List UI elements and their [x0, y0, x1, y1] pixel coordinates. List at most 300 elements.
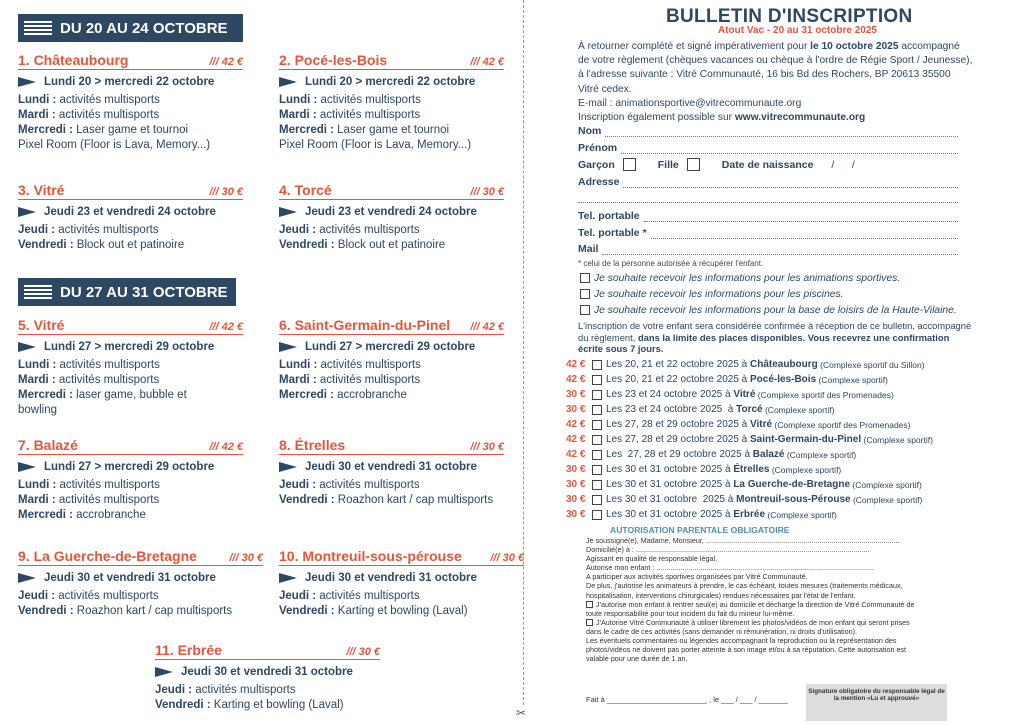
auth-line: A participer aux activités sportives organisées par Vitré Communauté.	[586, 572, 808, 582]
program-line	[18, 589, 258, 604]
day-activity: accrobranche	[72, 509, 146, 521]
row-place: Saint-Germain-du-Pinel	[750, 434, 862, 445]
day-label: Vendredi :	[155, 699, 211, 711]
session-row[interactable]	[566, 434, 933, 445]
day-label: Mardi :	[279, 374, 317, 386]
day-activity: activités multisports	[55, 590, 159, 602]
session-row[interactable]	[566, 479, 922, 490]
scissors-icon: ✂	[516, 706, 527, 720]
auth-line-text: J'Autorise Vitré Communauté à utiliser librement les photos/vidéos de mon enfant qui seront prises dans le cadre de ces activités (sans demander ni rémunération, ni droits d'utilisation).	[586, 617, 910, 636]
row-text: Les 27, 28 et 29 octobre 2025 à	[606, 434, 750, 445]
session-row[interactable]	[566, 509, 837, 520]
row-detail: (Complexe sportif)	[762, 404, 835, 415]
form-subtitle: Atout Vac - 20 au 31 octobre 2025	[718, 25, 877, 36]
program-line	[155, 698, 395, 713]
day-activity: activités multisports	[55, 374, 160, 386]
program-line	[18, 108, 258, 123]
arrow-icon	[18, 77, 36, 87]
nom-field[interactable]	[578, 125, 958, 137]
tel1-label: Tel. portable	[578, 210, 640, 222]
activity-dates	[279, 341, 519, 353]
adresse-field[interactable]	[578, 176, 958, 188]
tel1-field[interactable]	[578, 210, 958, 222]
day-label: Jeudi :	[279, 224, 317, 236]
row-price: 42 €	[566, 359, 586, 370]
arrow-icon	[18, 207, 36, 217]
day-label: Mercredi :	[18, 124, 73, 136]
email-text: E-mail : animationsportive@vitrecommunaute.org	[578, 97, 802, 109]
day-label: Lundi :	[18, 479, 57, 491]
day-label: Mardi :	[18, 494, 56, 506]
activity-dates	[18, 461, 258, 473]
gender-birth-row	[578, 158, 898, 171]
row-price: 30 €	[566, 404, 586, 415]
row-place: Torcé	[736, 404, 763, 415]
day-label: Mardi :	[18, 374, 56, 386]
dates-text: Jeudi 30 et vendredi 31 octobre	[305, 461, 477, 473]
program-line	[18, 373, 258, 388]
row-checkbox[interactable]	[592, 450, 602, 460]
form-title: BULLETIN D'INSCRIPTION	[666, 6, 913, 27]
activity-header	[18, 548, 263, 566]
adresse-label: Adresse	[578, 176, 620, 188]
dates-text: Jeudi 30 et vendredi 31 octobre	[305, 572, 477, 584]
day-activity: Karting et bowling (Laval)	[334, 605, 468, 617]
week2-label: DU 27 AU 31 OCTOBRE	[60, 283, 228, 301]
row-checkbox[interactable]	[592, 510, 602, 520]
adresse-field-2[interactable]	[578, 193, 958, 203]
day-label: Vendredi :	[18, 239, 74, 251]
activity-header	[18, 437, 243, 455]
birthdate-label: Date de naissance	[721, 159, 814, 171]
day-activity: Roazhon kart / cap multisports	[334, 494, 494, 506]
session-row[interactable]	[566, 494, 922, 505]
row-text: Les 20, 21 et 22 octobre 2025 à	[606, 374, 750, 385]
day-activity: activités multisports	[192, 684, 296, 696]
activity-program	[279, 589, 519, 619]
row-text: Les 30 et 31 octobre 2025 à	[606, 479, 734, 490]
auth-line-text: J'autorise mon enfant à rentrer seul(e) au domicile et décharge la direction de Vitré Communauté de toute responsabilité pour tout incident du fait du mineur lui-même.	[586, 599, 915, 618]
program-line	[279, 93, 519, 108]
program-line	[18, 223, 258, 238]
activity-block	[18, 548, 263, 619]
session-row[interactable]	[566, 389, 894, 400]
dates-text: Jeudi 23 et vendredi 24 octobre	[44, 206, 216, 218]
row-price: 30 €	[566, 464, 586, 475]
auth-line: De plus, j'autorise les animateurs à prendre, le cas échéant, toutes mesures (traitements médicaux, hospitalisation, interventions chirurgicales) rendues nécessaires par l'état de l'enfant.	[586, 581, 903, 600]
row-detail: (Complexe sportif)	[765, 509, 837, 520]
birthdate-field[interactable]: / /	[831, 159, 855, 171]
row-checkbox[interactable]	[592, 420, 602, 430]
fille-label: Fille	[657, 159, 679, 171]
activity-price: /// 30 €	[229, 552, 263, 564]
row-detail: (Complexe sportif des Promenades)	[772, 419, 911, 430]
row-price: 42 €	[566, 419, 586, 430]
activity-dates	[279, 461, 519, 473]
dates-text: Lundi 27 > mercredi 29 octobre	[44, 341, 215, 353]
day-activity: activités multisports	[317, 359, 421, 371]
row-checkbox[interactable]	[592, 390, 602, 400]
row-text: Les 27, 28 et 29 octobre 2025 à	[606, 449, 753, 460]
activity-dates	[279, 572, 519, 584]
auth-line: Les éventuels commentaires ou légendes accompagnant la reproduction ou la représentation des photos/vidéos ne doivent pas porter atteinte à son image et/ou à sa réputation. Cette autorisation est valable pour une durée de 1 an.	[586, 636, 907, 664]
confirmation-text	[578, 320, 973, 355]
day-activity: Block out et patinoire	[334, 239, 446, 251]
row-place: Balazé	[752, 449, 785, 460]
day-label: Jeudi :	[279, 479, 317, 491]
day-activity: accrobranche	[333, 389, 407, 401]
session-row[interactable]	[566, 464, 841, 475]
session-row[interactable]	[566, 359, 925, 370]
activity-program	[279, 358, 519, 403]
day-activity: laser game, bubble et	[72, 389, 187, 401]
activity-program	[155, 683, 395, 713]
arrow-icon	[279, 342, 297, 352]
auth-checkbox[interactable]	[586, 601, 593, 608]
program-line	[279, 108, 519, 123]
program-line	[18, 478, 258, 493]
program-line	[18, 388, 258, 403]
auth-line: Je soussigné(e), Madame, Monsieur, .................................................................................................	[586, 536, 900, 545]
session-row[interactable]	[566, 419, 910, 430]
activity-block	[18, 437, 258, 523]
row-price: 30 €	[566, 389, 586, 400]
activity-program	[279, 93, 519, 153]
day-label: Jeudi :	[18, 590, 56, 602]
row-place: Montreuil-sous-Pérouse	[736, 494, 851, 505]
auth-title: AUTORISATION PARENTALE OBLIGATOIRE	[610, 525, 790, 535]
arrow-icon	[279, 573, 297, 583]
row-text: Les 27, 28 et 29 octobre 2025 à	[606, 419, 750, 430]
program-line	[18, 238, 258, 253]
activity-block	[279, 182, 519, 253]
activity-name: 6. Saint-Germain-du-Pinel	[279, 317, 451, 333]
activity-name: 9. La Guerche-de-Bretagne	[18, 548, 197, 564]
lines-icon	[24, 21, 52, 35]
option-label: Je souhaite recevoir les informations pour les piscines.	[594, 289, 844, 300]
day-label: Vendredi :	[279, 239, 335, 251]
row-checkbox[interactable]	[592, 495, 602, 505]
row-price: 30 €	[566, 479, 586, 490]
option-pools[interactable]	[580, 289, 844, 300]
arrow-icon	[279, 77, 297, 87]
activity-block	[279, 52, 519, 153]
day-activity: Laser game et tournoi	[333, 124, 450, 136]
activity-header	[18, 52, 243, 70]
dates-text: Lundi 27 > mercredi 29 octobre	[44, 461, 215, 473]
dates-text: Jeudi 30 et vendredi 31 octobre	[181, 666, 353, 678]
row-price: 42 €	[566, 449, 586, 460]
auth-line: Agissant en qualité de responsable légal,	[586, 554, 718, 564]
activity-program	[279, 223, 519, 253]
option-checkbox[interactable]	[580, 273, 590, 283]
program-line	[18, 123, 258, 138]
program-line	[279, 478, 519, 493]
program-line	[279, 604, 519, 619]
auth-line	[586, 618, 916, 636]
day-label: Mercredi :	[279, 124, 334, 136]
row-text: Les 30 et 31 octobre 2025 à	[606, 494, 737, 505]
row-detail: (Complexe sportif)	[816, 374, 888, 385]
day-activity: Block out et patinoire	[73, 239, 185, 251]
activity-block	[279, 437, 519, 508]
row-checkbox[interactable]	[592, 375, 602, 385]
day-activity: activités multisports	[316, 479, 420, 491]
arrow-icon	[279, 207, 297, 217]
day-label: Lundi :	[18, 94, 57, 106]
session-row[interactable]	[566, 404, 834, 415]
program-line	[279, 493, 519, 508]
day-activity: Pixel Room (Floor is Lava, Memory...)	[18, 139, 211, 151]
dates-text: Lundi 20 > mercredi 22 octobre	[44, 76, 215, 88]
row-price: 30 €	[566, 494, 586, 505]
day-label: Mardi :	[279, 109, 317, 121]
day-activity: Karting et bowling (Laval)	[210, 699, 344, 711]
day-label: Lundi :	[18, 359, 57, 371]
auth-checkbox[interactable]	[586, 619, 593, 626]
arrow-icon	[18, 462, 36, 472]
row-text: Les 23 et 24 octobre 2025 à	[606, 389, 734, 400]
activity-dates	[279, 206, 519, 218]
activity-name: 10. Montreuil-sous-pérouse	[279, 548, 462, 564]
day-activity: bowling	[18, 404, 57, 416]
activity-dates	[18, 76, 258, 88]
program-line	[155, 683, 395, 698]
activity-header	[18, 317, 243, 335]
dates-text: Jeudi 30 et vendredi 31 octobre	[44, 572, 216, 584]
activity-price: /// 30 €	[346, 646, 380, 658]
activity-program	[279, 478, 519, 508]
session-row[interactable]	[566, 449, 856, 460]
activity-dates	[155, 666, 395, 678]
row-detail: (Complexe sportif des Promenades)	[755, 389, 894, 400]
week2-banner	[18, 278, 236, 306]
day-activity: Laser game et tournoi	[72, 124, 189, 136]
dates-text: Lundi 27 > mercredi 29 octobre	[305, 341, 476, 353]
activity-price: /// 30 €	[209, 186, 243, 198]
day-label: Mercredi :	[18, 389, 73, 401]
day-activity: activités multisports	[56, 479, 160, 491]
dates-text: Jeudi 23 et vendredi 24 octobre	[305, 206, 477, 218]
activity-block	[155, 642, 395, 713]
row-detail: (Complexe sportif)	[784, 449, 857, 460]
activity-program	[18, 589, 258, 619]
day-activity: activités multisports	[55, 109, 160, 121]
row-price: 42 €	[566, 374, 586, 385]
activity-name: 3. Vitré	[18, 182, 65, 198]
option-base[interactable]	[580, 305, 957, 316]
arrow-icon	[155, 667, 173, 677]
program-line	[18, 508, 258, 523]
row-text: Les 20, 21 et 22 octobre 2025 à	[606, 359, 750, 370]
activity-program	[18, 358, 258, 418]
day-label: Jeudi :	[155, 684, 193, 696]
program-line	[18, 93, 258, 108]
day-activity: activités multisports	[316, 109, 421, 121]
option-checkbox[interactable]	[580, 289, 590, 299]
row-detail: (Complexe sportif du Sillon)	[817, 359, 925, 370]
program-line	[279, 138, 519, 153]
row-detail: (Complexe sportif)	[850, 494, 923, 505]
day-activity: activités multisports	[56, 94, 160, 106]
auth-line	[586, 600, 916, 618]
activity-dates	[18, 572, 258, 584]
day-label: Lundi :	[279, 359, 318, 371]
signature-box[interactable]: Signature obligatoire du responsable légal de la mention «Lu et approuvé»	[806, 684, 947, 721]
arrow-icon	[18, 573, 36, 583]
fait-line[interactable]: Fait à ________________________ , le ___ / ___ / _______	[586, 695, 788, 704]
activity-price: /// 42 €	[470, 56, 504, 68]
nom-label: Nom	[578, 125, 602, 137]
day-activity: activités multisports	[317, 94, 421, 106]
auth-line: Autorise mon enfant : .............................................................................................................	[586, 563, 874, 573]
day-activity: Pixel Room (Floor is Lava, Memory...)	[279, 139, 472, 151]
prenom-field[interactable]	[578, 142, 958, 154]
arrow-icon	[279, 462, 297, 472]
activity-header	[155, 642, 380, 660]
option-checkbox[interactable]	[580, 305, 590, 315]
garcon-label: Garçon	[578, 159, 615, 171]
day-label: Vendredi :	[18, 605, 74, 617]
row-detail: (Complexe sportif)	[861, 434, 933, 445]
day-label: Vendredi :	[279, 494, 335, 506]
day-activity: activités multisports	[316, 590, 420, 602]
program-line	[279, 589, 519, 604]
activity-dates	[18, 206, 258, 218]
row-place: Vitré	[750, 419, 773, 430]
row-checkbox[interactable]	[592, 435, 602, 445]
program-line	[18, 358, 258, 373]
row-checkbox[interactable]	[592, 360, 602, 370]
activity-price: /// 42 €	[470, 321, 504, 333]
row-place: Erbrée	[733, 509, 766, 520]
week1-banner	[18, 14, 243, 42]
activity-block	[18, 182, 258, 253]
activity-program	[18, 223, 258, 253]
activity-dates	[279, 76, 519, 88]
activity-name: 2. Pocé-les-Bois	[279, 52, 388, 68]
program-line	[18, 604, 258, 619]
row-checkbox[interactable]	[592, 465, 602, 475]
dates-text: Lundi 20 > mercredi 22 octobre	[305, 76, 476, 88]
activity-block	[18, 52, 258, 153]
program-line	[279, 238, 519, 253]
tel2-field[interactable]	[578, 227, 958, 239]
activity-header	[279, 317, 504, 335]
day-label: Vendredi :	[279, 605, 335, 617]
activity-header	[279, 52, 504, 70]
activity-price: /// 30 €	[470, 186, 504, 198]
activity-price: /// 42 €	[209, 441, 243, 453]
option-sports[interactable]	[580, 273, 900, 284]
day-label: Jeudi :	[279, 590, 317, 602]
activity-header	[279, 548, 524, 566]
program-line	[279, 358, 519, 373]
row-place: Vitré	[733, 389, 756, 400]
program-line	[18, 138, 258, 153]
day-label: Mercredi :	[18, 509, 73, 521]
day-activity: activités multisports	[56, 359, 160, 371]
row-place: Étrelles	[733, 464, 770, 475]
day-activity: activités multisports	[316, 224, 420, 236]
activity-program	[18, 93, 258, 153]
week1-label: DU 20 AU 24 OCTOBRE	[60, 19, 228, 37]
activity-name: 1. Châteaubourg	[18, 52, 129, 68]
program-line	[279, 388, 519, 403]
activity-block	[279, 317, 519, 403]
option-label: Je souhaite recevoir les informations pour la base de loisirs de la Haute-Vilaine.	[594, 305, 957, 316]
day-label: Lundi :	[279, 94, 318, 106]
activity-name: 7. Balazé	[18, 437, 78, 453]
prenom-label: Prénom	[578, 142, 618, 154]
day-activity: Roazhon kart / cap multisports	[73, 605, 233, 617]
activity-price: /// 30 €	[470, 441, 504, 453]
row-place: La Guerche-de-Bretagne	[733, 479, 851, 490]
intro-text-2: accompagné de votre règlement (chèques vacances ou chèque à l'ordre de Régie Sport / Jeunesse), à l'adresse suivante : Vitré Communauté, 16 bis Bd des Rochers, BP 20613 35500 Vitré cedex.	[578, 41, 973, 95]
activity-header	[279, 437, 504, 455]
day-activity: activités multisports	[55, 224, 159, 236]
row-price: 42 €	[566, 434, 586, 445]
program-line	[279, 223, 519, 238]
auth-line: Domicilié(e) à : .....................................................................................................................	[586, 545, 870, 555]
lines-icon	[24, 285, 52, 299]
activity-name: 5. Vitré	[18, 317, 65, 333]
activity-block	[18, 317, 258, 418]
program-line	[279, 373, 519, 388]
row-text: Les 23 et 24 octobre 2025 à	[606, 404, 737, 415]
row-place: Châteaubourg	[750, 359, 818, 370]
option-label: Je souhaite recevoir les informations pour les animations sportives.	[594, 273, 901, 284]
online-text: Inscription également possible sur	[578, 112, 735, 124]
form-intro	[578, 40, 973, 125]
program-line	[279, 123, 519, 138]
day-activity: activités multisports	[55, 494, 160, 506]
note: * celui de la personne autorisée à récupérer l'enfant.	[578, 259, 764, 268]
row-detail: (Complexe sportif)	[850, 479, 922, 490]
auth-text	[586, 536, 916, 663]
mail-field[interactable]	[578, 243, 958, 255]
mail-label: Mail	[578, 243, 599, 255]
row-place: Pocé-les-Bois	[750, 374, 817, 385]
intro-deadline: le 10 octobre 2025	[810, 41, 899, 52]
row-detail: (Complexe sportif)	[769, 464, 842, 475]
activity-header	[18, 182, 243, 200]
activity-block	[279, 548, 524, 619]
row-text: Les 30 et 31 octobre 2025 à	[606, 509, 734, 520]
session-row[interactable]	[566, 374, 888, 385]
activity-name: 4. Torcé	[279, 182, 332, 198]
activity-name: 8. Étrelles	[279, 437, 346, 453]
day-label: Mardi :	[18, 109, 56, 121]
day-activity: activités multisports	[316, 374, 421, 386]
online-url: www.vitrecommunaute.org	[734, 112, 866, 124]
row-checkbox[interactable]	[592, 480, 602, 490]
garcon-checkbox[interactable]	[623, 158, 636, 171]
intro-text: À retourner complété et signé impérativement pour	[578, 41, 811, 52]
day-label: Jeudi :	[18, 224, 56, 236]
activity-program	[18, 478, 258, 523]
row-checkbox[interactable]	[592, 405, 602, 415]
activity-header	[279, 182, 504, 200]
arrow-icon	[18, 342, 36, 352]
row-text: Les 30 et 31 octobre 2025 à	[606, 464, 734, 475]
fille-checkbox[interactable]	[687, 158, 700, 171]
activity-price: /// 42 €	[209, 56, 243, 68]
program-line	[18, 493, 258, 508]
confirm-text: L'inscription de votre enfant sera considérée confirmée à réception de ce bulletin, accompagné du règlement,	[578, 320, 972, 343]
day-label: Mercredi :	[279, 389, 334, 401]
program-line	[18, 403, 258, 418]
